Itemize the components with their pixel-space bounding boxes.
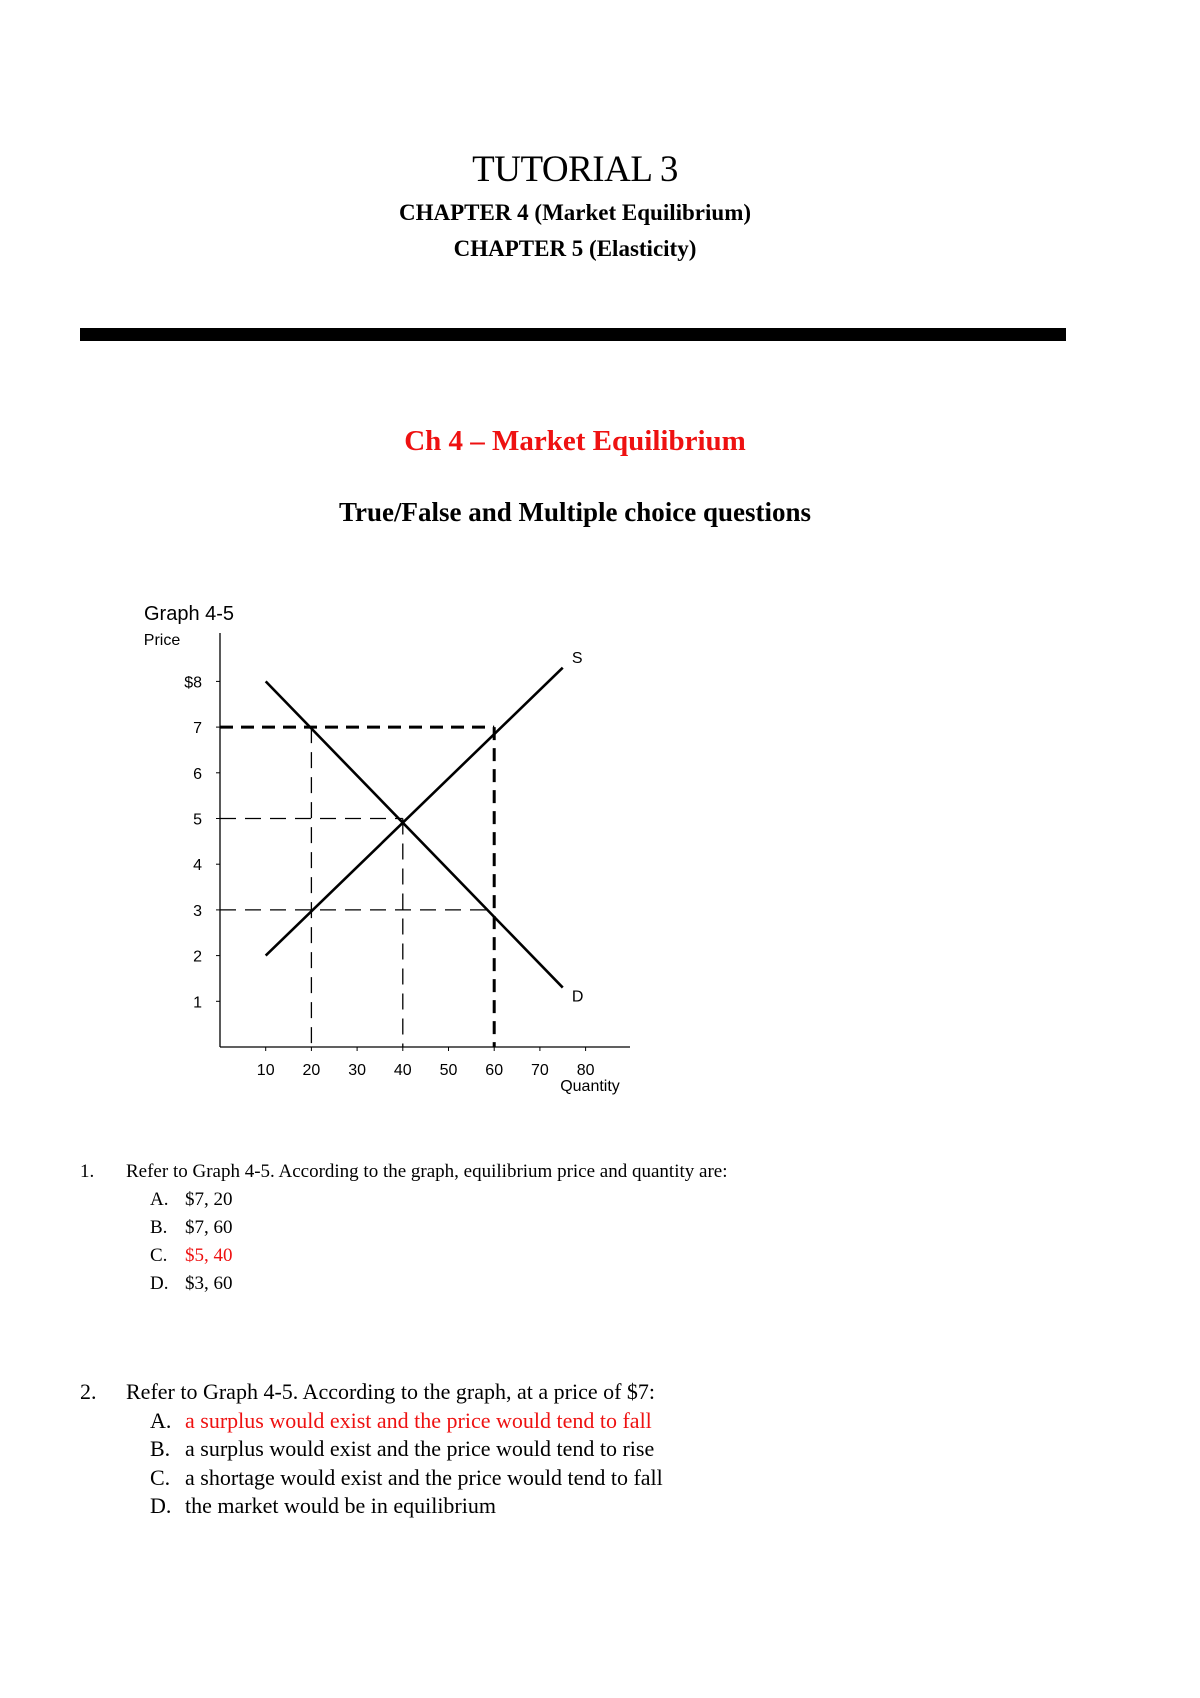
y-tick-label: 4 (193, 857, 202, 875)
option-letter: A. (150, 1407, 172, 1433)
option-letter: C. (150, 1464, 171, 1490)
option-letter: D. (150, 1273, 169, 1294)
option-text: $5, 40 (185, 1245, 233, 1266)
x-tick-label: 20 (302, 1062, 321, 1079)
option-text: $3, 60 (185, 1273, 233, 1294)
option-text: $7, 60 (185, 1217, 233, 1238)
x-tick-label: 40 (393, 1062, 412, 1079)
x-tick-label: 60 (485, 1062, 504, 1079)
section-subheading: True/False and Multiple choice questions (338, 497, 811, 527)
page-title: TUTORIAL 3 (472, 149, 678, 190)
y-axis-label: Price (143, 632, 181, 649)
x-tick-label: 30 (348, 1062, 366, 1079)
question-number: 1. (80, 1161, 95, 1182)
x-tick-label: 10 (256, 1062, 275, 1079)
supply-curve (266, 668, 563, 956)
horizontal-rule (80, 328, 1066, 341)
section-heading: Ch 4 – Market Equilibrium (404, 425, 746, 457)
option-text: the market would be in equilibrium (185, 1493, 496, 1518)
option-text: $7, 20 (185, 1189, 233, 1210)
question-text: Refer to Graph 4-5. According to the graph, at a price of $7: (126, 1379, 656, 1404)
question-number: 2. (80, 1379, 97, 1404)
question-text: Refer to Graph 4-5. According to the graph, equilibrium price and quantity are: (126, 1161, 728, 1182)
y-tick-label: 1 (193, 994, 202, 1012)
y-tick-label: $8 (184, 674, 202, 692)
option-text: a shortage would exist and the price would tend to fall (185, 1464, 663, 1490)
y-tick-label: 5 (193, 811, 202, 829)
y-tick-label: 7 (193, 720, 202, 738)
y-tick-label: 3 (193, 902, 202, 920)
supply-label: S (571, 650, 583, 668)
chapter-5-subtitle: CHAPTER 5 (Elasticity) (453, 236, 697, 261)
x-tick-label: 50 (439, 1062, 458, 1079)
option-letter: C. (150, 1245, 168, 1266)
chapter-4-subtitle: CHAPTER 4 (Market Equilibrium) (398, 200, 752, 225)
y-tick-label: 2 (193, 948, 202, 966)
option-letter: D. (150, 1493, 172, 1518)
option-text: a surplus would exist and the price would tend to rise (185, 1436, 655, 1461)
supply-demand-graph (130, 595, 650, 1105)
option-text: a surplus would exist and the price would tend to fall (185, 1407, 652, 1433)
graph-caption: Graph 4-5 (144, 603, 235, 625)
x-tick-label: 70 (531, 1062, 549, 1079)
x-tick-label: 80 (576, 1062, 595, 1079)
option-letter: B. (150, 1217, 168, 1238)
x-axis-label: Quantity (560, 1078, 620, 1095)
demand-label: D (571, 988, 584, 1006)
y-tick-label: 6 (193, 765, 202, 783)
option-letter: A. (150, 1189, 169, 1210)
option-letter: B. (150, 1436, 171, 1461)
